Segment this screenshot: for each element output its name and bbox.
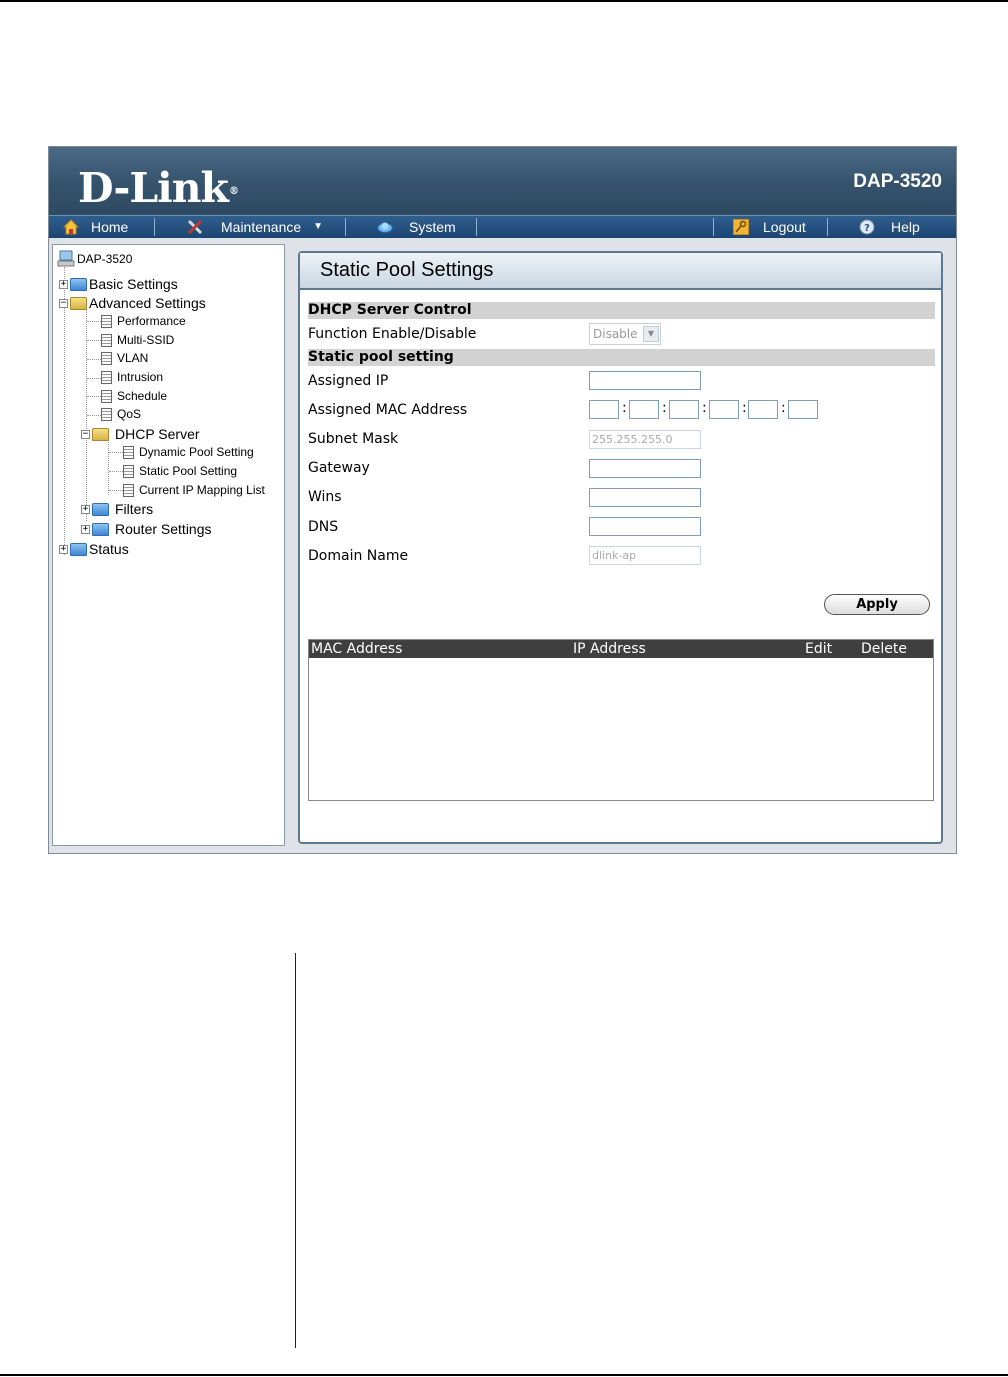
folder-icon [92, 503, 109, 516]
page-title: Static Pool Settings [320, 259, 494, 281]
domain-name-input[interactable]: dlink-ap [589, 546, 701, 565]
top-rule [0, 0, 1008, 2]
model-name: DAP-3520 [853, 171, 942, 192]
menu-help-label: Help [891, 219, 920, 235]
svg-text:?: ? [864, 223, 870, 234]
assigned-ip-input[interactable] [589, 371, 701, 390]
tree-static-pool-label: Static Pool Setting [139, 464, 238, 478]
tree-connector [87, 415, 101, 417]
menu-logout[interactable] [733, 216, 806, 238]
tree-static-pool[interactable] [123, 464, 237, 478]
menu-home-label: Home [91, 219, 129, 235]
app-window [48, 146, 957, 854]
gateway-input[interactable] [589, 459, 701, 478]
tree-current-ip-label: Current IP Mapping List [139, 483, 265, 497]
tree-current-ip-mapping[interactable] [123, 483, 265, 497]
bottom-rule [0, 1374, 1008, 1376]
tree-dynamic-pool-label: Dynamic Pool Setting [139, 445, 254, 459]
tree-connector [87, 321, 101, 323]
tree-connector [87, 378, 101, 380]
mac-octet-4-input[interactable] [709, 400, 739, 419]
tree-advanced-label: Advanced Settings [89, 295, 206, 311]
header-banner [49, 147, 956, 215]
menu-divider [345, 218, 346, 236]
menu-logout-label: Logout [763, 219, 806, 235]
tree-performance[interactable] [101, 314, 186, 328]
tree-root-label: DAP-3520 [77, 252, 133, 266]
assigned-mac-label: Assigned MAC Address [308, 402, 468, 418]
tree-status[interactable] [59, 541, 129, 557]
tree-basic-label: Basic Settings [89, 276, 178, 292]
folder-icon [70, 543, 87, 556]
content-header [300, 253, 941, 290]
tree-intrusion[interactable] [101, 370, 163, 384]
mac-separator: : [781, 400, 786, 416]
logo-mark: ® [228, 186, 238, 197]
function-select-value: Disable [593, 327, 638, 341]
content-panel [298, 251, 943, 844]
divider-line [295, 953, 296, 1348]
mac-octet-1-input[interactable] [589, 400, 619, 419]
page-icon [101, 408, 112, 421]
page-icon [123, 465, 134, 478]
page-icon [101, 390, 112, 403]
collapse-icon[interactable]: − [82, 428, 89, 439]
menu-system[interactable] [377, 216, 456, 238]
mac-separator: : [742, 400, 747, 416]
function-select[interactable] [589, 323, 661, 345]
page-icon [101, 315, 112, 328]
expand-icon[interactable]: + [82, 523, 89, 534]
mac-separator: : [662, 400, 667, 416]
home-icon [63, 219, 79, 235]
mac-separator: : [622, 400, 627, 416]
expand-icon[interactable]: + [60, 278, 67, 289]
tree-basic-settings[interactable] [59, 276, 178, 292]
menu-home[interactable] [63, 216, 128, 238]
dns-input[interactable] [589, 517, 701, 536]
tree-connector [109, 452, 123, 454]
folder-open-icon [70, 297, 87, 310]
column-edit: Edit [805, 641, 833, 657]
mac-separator: : [702, 400, 707, 416]
apply-button[interactable]: Apply [824, 594, 930, 615]
tree-connector [87, 396, 101, 398]
page-icon [101, 334, 112, 347]
section-dhcp-control: DHCP Server Control [308, 302, 935, 319]
expand-icon[interactable]: + [60, 543, 67, 554]
tree-schedule-label: Schedule [117, 389, 168, 403]
dns-label: DNS [308, 519, 339, 535]
tree-router-label: Router Settings [115, 521, 212, 537]
tree-qos-label: QoS [117, 407, 142, 421]
tree-filters[interactable] [81, 501, 153, 517]
gateway-label: Gateway [308, 460, 370, 476]
mac-octet-6-input[interactable] [788, 400, 818, 419]
tree-root[interactable] [57, 249, 132, 269]
system-icon [377, 219, 393, 235]
page-icon [123, 446, 134, 459]
menu-maintenance-label: Maintenance [221, 219, 302, 235]
menu-help[interactable] [859, 216, 920, 238]
subnet-mask-label: Subnet Mask [308, 431, 399, 447]
tree-connector [108, 440, 110, 495]
tree-vlan-label: VLAN [117, 351, 149, 365]
column-delete: Delete [861, 641, 907, 657]
section-static-pool: Static pool setting [308, 349, 935, 366]
dlink-logo [78, 164, 238, 212]
mac-octet-3-input[interactable] [669, 400, 699, 419]
folder-open-icon [92, 428, 109, 441]
tools-icon [187, 219, 203, 235]
menu-system-label: System [409, 219, 456, 235]
tree-connector [87, 340, 101, 342]
wins-input[interactable] [589, 488, 701, 507]
page-icon [123, 484, 134, 497]
tree-router-settings[interactable] [81, 521, 212, 537]
function-label: Function Enable/Disable [308, 326, 477, 342]
tree-performance-label: Performance [117, 314, 186, 328]
chevron-down-icon: ▼ [313, 221, 324, 232]
menu-divider [827, 218, 828, 236]
tree-intrusion-label: Intrusion [117, 370, 164, 384]
menu-divider [713, 218, 714, 236]
tree-schedule[interactable] [101, 389, 167, 403]
table-header [309, 640, 933, 658]
collapse-icon[interactable]: − [60, 297, 67, 308]
access-point-icon [57, 249, 75, 269]
page-icon [101, 371, 112, 384]
logo-text: D-Link [78, 164, 228, 212]
column-mac-address: MAC Address [311, 641, 403, 657]
static-pool-table [308, 639, 934, 801]
column-ip-address: IP Address [573, 641, 646, 657]
tree-dynamic-pool[interactable] [123, 445, 254, 459]
assigned-ip-label: Assigned IP [308, 373, 389, 389]
wins-label: Wins [308, 489, 342, 505]
mac-octet-2-input[interactable] [629, 400, 659, 419]
tree-filters-label: Filters [115, 501, 154, 517]
menu-maintenance[interactable] [187, 216, 323, 238]
chevron-down-icon: ▼ [643, 326, 659, 342]
tree-dhcp-label: DHCP Server [115, 426, 200, 442]
menu-divider [476, 218, 477, 236]
menu-bar [49, 215, 956, 238]
tree-dhcp-server[interactable] [81, 426, 200, 442]
menu-divider [154, 218, 155, 236]
tree-status-label: Status [89, 541, 129, 557]
tree-vlan[interactable] [101, 351, 148, 365]
help-icon [859, 219, 875, 235]
nav-tree-panel [52, 244, 285, 846]
folder-icon [92, 523, 109, 536]
folder-icon [70, 278, 87, 291]
key-icon [733, 219, 749, 235]
domain-name-label: Domain Name [308, 548, 409, 564]
tree-connector [109, 471, 123, 473]
tree-qos[interactable] [101, 407, 141, 421]
tree-multi-ssid[interactable] [101, 333, 174, 347]
page-icon [101, 352, 112, 365]
tree-multi-ssid-label: Multi-SSID [117, 333, 175, 347]
mac-octet-5-input[interactable] [748, 400, 778, 419]
tree-advanced-settings[interactable] [59, 295, 206, 311]
tree-connector [109, 490, 123, 492]
tree-connector [87, 359, 101, 361]
subnet-mask-input[interactable]: 255.255.255.0 [589, 430, 701, 449]
expand-icon[interactable]: + [82, 503, 89, 514]
